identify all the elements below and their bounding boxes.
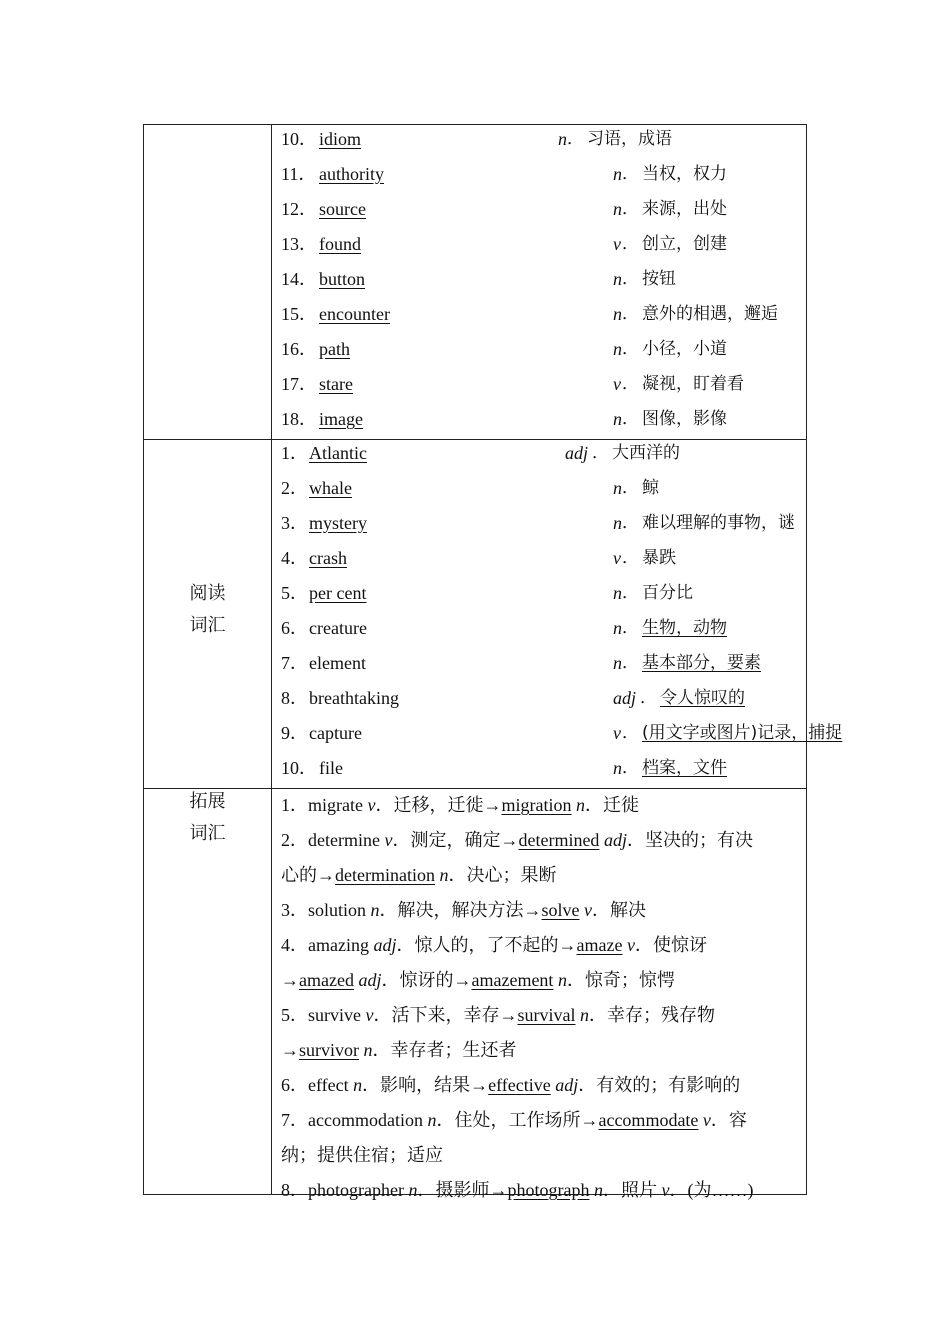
entry-word: button <box>319 269 366 289</box>
entry-text: ．有效的；有影响的 <box>578 1075 741 1095</box>
derived-word: amazed <box>299 970 354 990</box>
part-of-speech: adj <box>613 688 637 708</box>
pos-separator: ． <box>592 443 609 463</box>
extended-entry <box>281 788 797 823</box>
entry-number: 16． <box>281 339 317 359</box>
entry-word: stare <box>319 374 353 394</box>
entry-line <box>281 823 797 858</box>
part-of-speech: n <box>613 409 622 429</box>
entry-word: whale <box>309 478 352 498</box>
part-of-speech: v <box>613 234 621 254</box>
entry-line <box>281 963 797 998</box>
pos-separator: ． <box>622 513 639 533</box>
entry-word: path <box>319 339 350 359</box>
vocab-entry <box>281 614 797 649</box>
entry-number: 6． <box>281 618 308 638</box>
entry-text: ．惊人的，了不起的→ <box>396 935 577 955</box>
pos-separator: ． <box>622 758 639 778</box>
vocab-entry <box>281 370 797 405</box>
pos-separator: ． <box>622 269 639 289</box>
extended-entry <box>281 1173 797 1208</box>
vocab-entry <box>281 335 797 370</box>
entry-number: 8． <box>281 688 308 708</box>
vocabulary-table <box>143 124 843 1200</box>
part-of-speech: adj <box>603 830 627 850</box>
entry-text: ．坚决的；有决 <box>626 830 753 850</box>
entry-text: → <box>281 1040 299 1060</box>
entry-number: 10． <box>281 758 317 778</box>
reading-vocab-label <box>144 578 271 642</box>
part-of-speech: n <box>613 164 622 184</box>
part-of-speech: n <box>613 758 622 778</box>
entry-definition: 大西洋的 <box>612 443 680 463</box>
vocab-entry <box>281 684 797 719</box>
part-of-speech: n <box>613 513 622 533</box>
entry-number: 13． <box>281 234 317 254</box>
part-of-speech: v <box>613 374 621 394</box>
entry-text: ．迁徙 <box>584 795 639 815</box>
entry-line <box>281 1068 797 1103</box>
part-of-speech: n <box>613 478 622 498</box>
entry-text: ．幸存者；生还者 <box>372 1040 517 1060</box>
entry-definition: 鲸 <box>642 478 659 498</box>
entry-text: 3．solution <box>281 900 371 920</box>
entry-line <box>281 893 797 928</box>
entry-line <box>281 1033 797 1068</box>
entry-text: ．迁移，迁徙→ <box>375 795 502 815</box>
vocab-entry <box>281 439 797 474</box>
entry-text: ．(为……) <box>669 1180 754 1200</box>
entry-word: Atlantic <box>309 443 367 463</box>
pos-separator: ． <box>622 583 639 603</box>
part-of-speech: n <box>613 618 622 638</box>
vocab-entry <box>281 125 797 160</box>
pos-separator: ． <box>622 234 639 254</box>
entry-word: source <box>319 199 366 219</box>
entry-number: 11． <box>281 164 317 184</box>
vocab-entry <box>281 300 797 335</box>
derived-word: amaze <box>576 935 623 955</box>
part-of-speech: n <box>580 1005 589 1025</box>
entry-number: 10． <box>281 129 317 149</box>
entry-word: encounter <box>319 304 390 324</box>
extended-entry <box>281 998 797 1068</box>
entry-text: ．测定，确定→ <box>392 830 519 850</box>
part-of-speech: n <box>613 339 622 359</box>
derived-word: migration <box>501 795 572 815</box>
entry-word: breathtaking <box>309 688 399 708</box>
pos-separator: ． <box>567 129 584 149</box>
derived-word: accommodate <box>598 1110 699 1130</box>
entry-text: ．摄影师→ <box>417 1180 508 1200</box>
entry-definition: 令人惊叹的 <box>660 688 745 708</box>
entry-number: 9． <box>281 723 308 743</box>
part-of-speech: v <box>626 935 635 955</box>
entry-line <box>281 998 797 1033</box>
entry-text: 1．migrate <box>281 795 368 815</box>
derived-word: solve <box>541 900 580 920</box>
entry-text: ．幸存；残存物 <box>589 1005 715 1025</box>
entry-definition: 习语，成语 <box>587 129 672 149</box>
entry-number: 17． <box>281 374 317 394</box>
entry-number: 7． <box>281 653 308 673</box>
part-of-speech: v <box>702 1110 711 1130</box>
part-of-speech: v <box>365 1005 374 1025</box>
part-of-speech: v <box>367 795 376 815</box>
derived-word: determination <box>335 865 435 885</box>
entry-definition: 按钮 <box>642 269 676 289</box>
part-of-speech: n <box>557 970 567 990</box>
entry-definition: 档案，文件 <box>642 758 727 778</box>
part-of-speech: adj <box>358 970 382 990</box>
part-of-speech: v <box>661 1180 670 1200</box>
label-line: 拓展 <box>189 791 226 812</box>
entry-word: capture <box>309 723 362 743</box>
entry-definition: 百分比 <box>642 583 693 603</box>
entry-definition: 小径，小道 <box>642 339 727 359</box>
entry-definition: 暴跌 <box>642 548 676 568</box>
part-of-speech: v <box>384 830 393 850</box>
vocab-entry <box>281 649 797 684</box>
label-line: 词汇 <box>189 823 226 844</box>
column-divider <box>271 125 272 1194</box>
entry-word: found <box>319 234 361 254</box>
entry-line <box>281 788 797 823</box>
extended-entry <box>281 893 797 928</box>
vocab-entry <box>281 230 797 265</box>
entry-text: ．照片 <box>602 1180 662 1200</box>
entry-number: 2． <box>281 478 308 498</box>
entry-definition: 基本部分，要素 <box>642 653 761 673</box>
entry-word: idiom <box>319 129 362 149</box>
extended-entry <box>281 1068 797 1103</box>
part-of-speech: n <box>613 199 622 219</box>
entry-text: ．活下来，幸存→ <box>373 1005 518 1025</box>
part-of-speech: n <box>427 1110 437 1130</box>
part-of-speech: n <box>613 653 622 673</box>
part-of-speech: n <box>439 865 449 885</box>
entry-text: 6．effect <box>281 1075 354 1095</box>
entry-definition: 来源，出处 <box>642 199 727 219</box>
derived-word: photograph <box>507 1180 590 1200</box>
vocab-entry <box>281 474 797 509</box>
vocab-entry <box>281 509 797 544</box>
extended-entry <box>281 1103 797 1173</box>
entry-text: ．容 <box>710 1110 747 1130</box>
entry-line <box>281 1138 797 1173</box>
pos-separator: ． <box>622 339 639 359</box>
entry-word: per cent <box>309 583 367 603</box>
entry-number: 12． <box>281 199 317 219</box>
entry-line <box>281 928 797 963</box>
vocab-entry <box>281 719 843 754</box>
pos-separator: ． <box>622 199 639 219</box>
entry-word: file <box>319 758 343 778</box>
entry-word: element <box>309 653 366 673</box>
pos-separator: ． <box>640 688 657 708</box>
entry-text: ．解决，解决方法→ <box>379 900 542 920</box>
entry-text: → <box>281 970 299 990</box>
entry-number: 1． <box>281 443 308 463</box>
vocab-entry <box>281 405 797 440</box>
entry-definition: (用文字或图片)记录，捕捉 <box>642 723 843 743</box>
vocab-entry <box>281 579 797 614</box>
entry-number: 18． <box>281 409 317 429</box>
derived-word: effective <box>488 1075 551 1095</box>
pos-separator: ． <box>622 618 639 638</box>
entry-definition: 意外的相遇，邂逅 <box>642 304 778 324</box>
entry-text: 8．photographer <box>281 1180 409 1200</box>
entry-line <box>281 1103 797 1138</box>
extended-entry <box>281 823 797 893</box>
entry-text: ．解决 <box>592 900 647 920</box>
part-of-speech: n <box>408 1180 418 1200</box>
entry-number: 5． <box>281 583 308 603</box>
entry-number: 15． <box>281 304 317 324</box>
part-of-speech: v <box>613 723 621 743</box>
entry-text: ．使惊讶 <box>634 935 707 955</box>
label-line: 阅读 <box>189 583 226 604</box>
derived-word: survivor <box>299 1040 359 1060</box>
extended-vocab-list <box>281 788 797 1208</box>
entry-text: ．惊讶的→ <box>381 970 472 990</box>
vocab-entry <box>281 195 797 230</box>
pos-separator: ． <box>622 653 639 673</box>
part-of-speech: n <box>575 795 585 815</box>
vocab-entry <box>281 754 797 789</box>
vocab-entry <box>281 544 797 579</box>
entry-number: 3． <box>281 513 308 533</box>
pos-separator: ． <box>622 723 639 743</box>
entry-text: ．决心；果断 <box>448 865 557 885</box>
part-of-speech: adj <box>565 443 589 463</box>
extended-entry <box>281 928 797 998</box>
part-of-speech: n <box>593 1180 603 1200</box>
part-of-speech: n <box>613 583 622 603</box>
entry-text: 心的→ <box>281 865 335 885</box>
pos-separator: ． <box>622 409 639 429</box>
entry-text: 2．determine <box>281 830 385 850</box>
derived-word: amazement <box>471 970 554 990</box>
label-line: 词汇 <box>189 615 226 636</box>
pos-separator: ． <box>622 548 639 568</box>
entry-word: image <box>319 409 363 429</box>
entry-text: 5．survive <box>281 1005 366 1025</box>
part-of-speech: n <box>558 129 567 149</box>
entry-text: 7．accommodation <box>281 1110 428 1130</box>
entry-definition: 生物，动物 <box>642 618 727 638</box>
pos-separator: ． <box>622 304 639 324</box>
entry-text: ．住处，工作场所→ <box>436 1110 599 1130</box>
entry-line <box>281 858 797 893</box>
entry-definition: 难以理解的事物，谜 <box>642 513 795 533</box>
part-of-speech: v <box>613 548 621 568</box>
entry-number: 14． <box>281 269 317 289</box>
entry-word: authority <box>319 164 384 184</box>
pos-separator: ． <box>622 164 639 184</box>
entry-text: 4．amazing <box>281 935 374 955</box>
entry-text: 纳；提供住宿；适应 <box>281 1145 443 1165</box>
entry-number: 4． <box>281 548 308 568</box>
entry-text: ．惊奇；惊愕 <box>566 970 675 990</box>
entry-definition: 凝视，盯着看 <box>642 374 744 394</box>
entry-definition: 创立，创建 <box>642 234 727 254</box>
part-of-speech: adj <box>555 1075 579 1095</box>
part-of-speech: n <box>613 269 622 289</box>
entry-text: ．影响，结果→ <box>362 1075 489 1095</box>
part-of-speech: adj <box>373 935 397 955</box>
part-of-speech: n <box>353 1075 363 1095</box>
part-of-speech: v <box>584 900 593 920</box>
pos-separator: ． <box>622 478 639 498</box>
derived-word: survival <box>517 1005 576 1025</box>
entry-definition: 当权，权力 <box>642 164 727 184</box>
pos-separator: ． <box>622 374 639 394</box>
vocab-entry <box>281 160 797 195</box>
entry-word: crash <box>309 548 347 568</box>
vocab-entry <box>281 265 797 300</box>
part-of-speech: n <box>613 304 622 324</box>
entry-word: creature <box>309 618 367 638</box>
entry-definition: 图像，影像 <box>642 409 727 429</box>
entry-line <box>281 1173 797 1208</box>
part-of-speech: n <box>370 900 380 920</box>
extended-vocab-label <box>144 786 271 850</box>
derived-word: determined <box>518 830 600 850</box>
entry-word: mystery <box>309 513 367 533</box>
part-of-speech: n <box>363 1040 373 1060</box>
